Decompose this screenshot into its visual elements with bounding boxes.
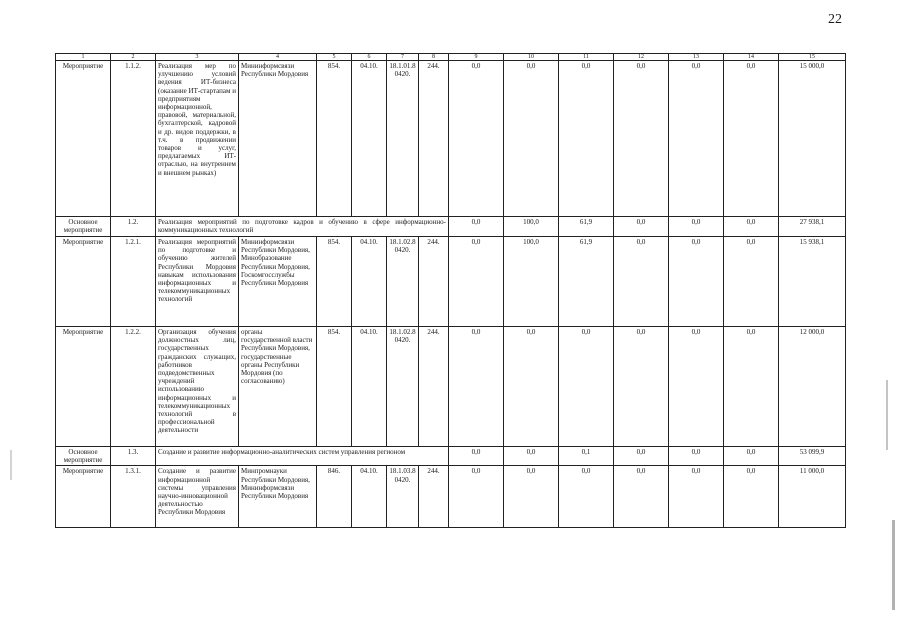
row-rz: 04.10. (352, 61, 387, 217)
row-value: 0,0 (724, 466, 779, 528)
column-number: 12 (614, 54, 669, 61)
row-rz: 04.10. (352, 327, 387, 447)
table-row (56, 61, 846, 217)
row-rz: 04.10. (352, 466, 387, 528)
row-executor: органы государственной власти Республики Мордовия, государственные органы Республики Мордовия (по согласованию) (239, 327, 317, 447)
row-value: 0,0 (449, 61, 504, 217)
row-value: 0,0 (559, 61, 614, 217)
row-csr: 18.1.01.8 0420. (387, 61, 419, 217)
row-value: 0,0 (449, 327, 504, 447)
row-code: 1.2.2. (111, 327, 156, 447)
column-number: 2 (111, 54, 156, 61)
table-row (56, 237, 846, 327)
row-value: 0,0 (449, 466, 504, 528)
row-code: 1.1.2. (111, 61, 156, 217)
row-grbs: 854. (317, 237, 352, 327)
column-number: 3 (156, 54, 239, 61)
row-vr: 244. (419, 327, 449, 447)
row-code: 1.3.1. (111, 466, 156, 528)
column-number: 5 (317, 54, 352, 61)
row-csr: 18.1.02.8 0420. (387, 327, 419, 447)
row-value: 0,0 (614, 237, 669, 327)
row-value: 0,0 (614, 327, 669, 447)
table-row (56, 217, 846, 237)
scan-noise (886, 380, 888, 450)
column-number: 8 (419, 54, 449, 61)
row-type: Основное мероприятие (56, 217, 111, 237)
column-number: 7 (387, 54, 419, 61)
row-total: 15 938,1 (779, 237, 846, 327)
budget-table (55, 53, 846, 528)
row-grbs: 846. (317, 466, 352, 528)
row-value: 0,0 (669, 327, 724, 447)
column-number: 1 (56, 54, 111, 61)
row-name: Реализация мер по улучшению условий ведения ИТ-бизнеса (оказание ИТ-стартапам и предприятиям информационной, правовой, материальной, бухгалтерской, кадровой и др. видов поддержки, в т.ч. в продвижении товаров и услуг, предлагаемых ИТ-отраслью, на внутреннем и внешнем рынках) (156, 61, 239, 217)
column-number: 9 (449, 54, 504, 61)
row-value: 0,0 (614, 217, 669, 237)
row-value: 0,0 (669, 466, 724, 528)
row-value: 0,0 (724, 447, 779, 466)
row-executor: Мининформсвязи Республики Мордовия, Минобразование Республики Мордовия, Госкомгосслужбы Республики Мордовия (239, 237, 317, 327)
table-row (56, 466, 846, 528)
column-number: 4 (239, 54, 317, 61)
row-name: Создание и развитие информационно-аналитических систем управления регионом (156, 447, 449, 466)
column-number: 13 (669, 54, 724, 61)
column-number: 10 (504, 54, 559, 61)
row-grbs: 854. (317, 61, 352, 217)
row-total: 27 938,1 (779, 217, 846, 237)
row-value: 0,0 (449, 447, 504, 466)
row-value: 61,9 (559, 237, 614, 327)
row-value: 0,0 (559, 466, 614, 528)
row-vr: 244. (419, 237, 449, 327)
row-value: 0,0 (504, 61, 559, 217)
row-value: 0,0 (669, 217, 724, 237)
row-value: 0,0 (614, 466, 669, 528)
row-name: Реализация мероприятий по подготовке и обучению жителей Республики Мордовия навыкам использования информационных и телекоммуникационных технологий (156, 237, 239, 327)
row-csr: 18.1.03.8 0420. (387, 466, 419, 528)
row-total: 12 000,0 (779, 327, 846, 447)
row-type: Мероприятие (56, 61, 111, 217)
column-number: 14 (724, 54, 779, 61)
row-value: 0,1 (559, 447, 614, 466)
row-value: 0,0 (504, 466, 559, 528)
row-value: 0,0 (724, 237, 779, 327)
row-executor: Мининформсвязи Республики Мордовия (239, 61, 317, 217)
row-value: 0,0 (669, 237, 724, 327)
row-value: 0,0 (449, 217, 504, 237)
row-total: 15 000,0 (779, 61, 846, 217)
column-number: 11 (559, 54, 614, 61)
row-rz: 04.10. (352, 237, 387, 327)
table-row (56, 447, 846, 466)
row-value: 0,0 (724, 61, 779, 217)
row-code: 1.2.1. (111, 237, 156, 327)
row-code: 1.2. (111, 217, 156, 237)
row-value: 61,9 (559, 217, 614, 237)
table-row (56, 327, 846, 447)
row-value: 0,0 (449, 237, 504, 327)
row-total: 11 000,0 (779, 466, 846, 528)
row-type: Мероприятие (56, 327, 111, 447)
row-value: 100,0 (504, 217, 559, 237)
page-number: 22 (828, 12, 842, 27)
row-grbs: 854. (317, 327, 352, 447)
row-type: Основное мероприятие (56, 447, 111, 466)
row-total: 53 099,9 (779, 447, 846, 466)
row-value: 0,0 (669, 61, 724, 217)
row-value: 0,0 (504, 447, 559, 466)
row-code: 1.3. (111, 447, 156, 466)
row-value: 0,0 (504, 327, 559, 447)
row-value: 0,0 (724, 217, 779, 237)
row-type: Мероприятие (56, 237, 111, 327)
row-name: Создание и развитие информационной системы управления научно-инновационной деятельностью Республики Мордовия (156, 466, 239, 528)
scan-noise (10, 450, 12, 480)
row-value: 0,0 (614, 61, 669, 217)
scan-noise (892, 520, 895, 610)
row-vr: 244. (419, 61, 449, 217)
row-value: 0,0 (669, 447, 724, 466)
row-vr: 244. (419, 466, 449, 528)
column-number: 15 (779, 54, 846, 61)
row-value: 100,0 (504, 237, 559, 327)
row-type: Мероприятие (56, 466, 111, 528)
row-csr: 18.1.02.8 0420. (387, 237, 419, 327)
row-value: 0,0 (559, 327, 614, 447)
row-value: 0,0 (614, 447, 669, 466)
row-name: Организация обучения должностных лиц, государственных гражданских служащих, работников подведомственных учреждений использованию информационных и телекоммуникационных технологий в профессиональной деятельности (156, 327, 239, 447)
column-number: 6 (352, 54, 387, 61)
column-number-row (56, 54, 846, 61)
row-value: 0,0 (724, 327, 779, 447)
row-name: Реализация мероприятий по подготовке кадров и обучению в сфере информационно-коммуникационных технологий (156, 217, 449, 237)
row-executor: Минпромнауки Республики Мордовия, Мининформсвязи Республики Мордовия (239, 466, 317, 528)
